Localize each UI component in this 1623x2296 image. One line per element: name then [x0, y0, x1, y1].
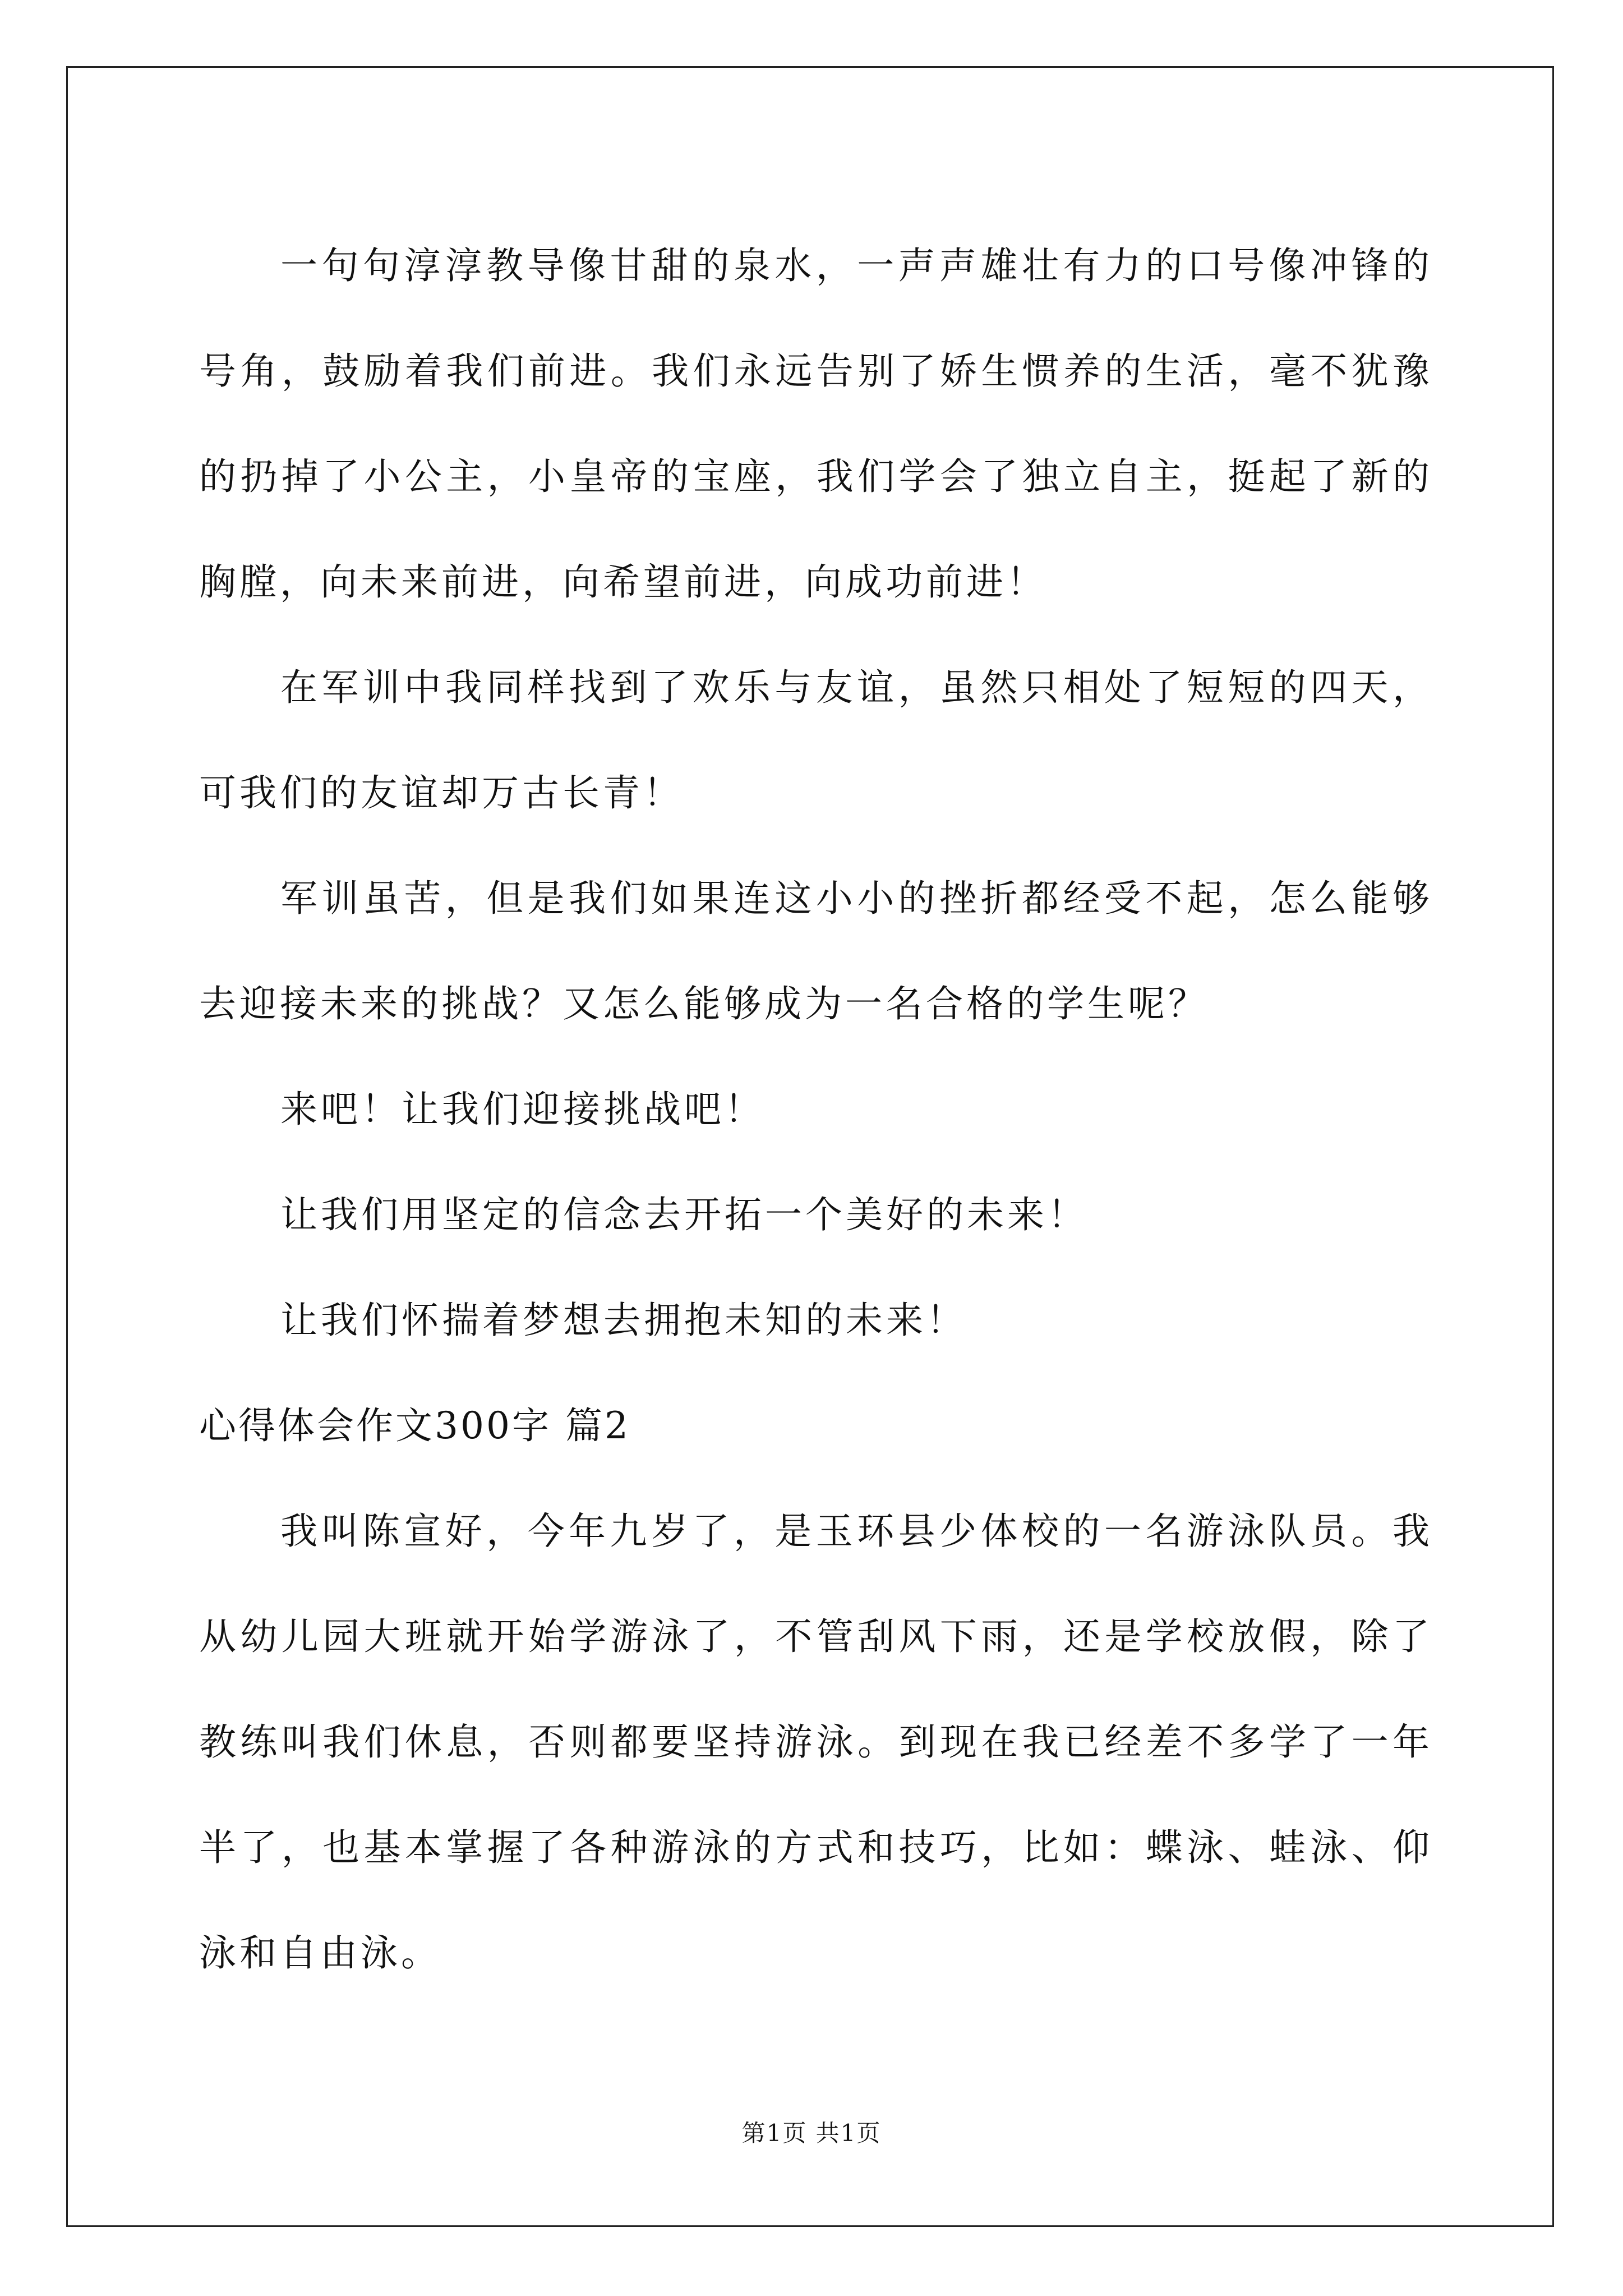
paragraph-6: 让我们怀揣着梦想去拥抱未知的未来！ — [280, 1299, 967, 1342]
paragraph-3: 军训虽苦，但是我们如果连这小小的挫折都经受不起，怎么能够去迎接未来的挑战？又怎么能够成为一名合格的学生呢？ — [199, 877, 1433, 1025]
paragraph-1: 一句句淳淳教导像甘甜的泉水，一声声雄壮有力的口号像冲锋的号角，鼓励着我们前进。我们永远告别了娇生惯养的生活，毫不犹豫的扔掉了小公主，小皇帝的宝座，我们学会了独立自主，挺起了新的胸膛，向未来前进，向希望前进，向成功前进！ — [199, 244, 1433, 604]
page-footer: 第1页 共1页 — [741, 2119, 882, 2147]
document-body — [199, 213, 1433, 2006]
section-heading: 心得体会作文300字 篇2 — [199, 1404, 630, 1447]
paragraph-5: 让我们用坚定的信念去开拓一个美好的未来！ — [280, 1193, 1088, 1236]
paragraph-4: 来吧！让我们迎接挑战吧！ — [280, 1088, 765, 1131]
paragraph-2: 在军训中我同样找到了欢乐与友谊，虽然只相处了短短的四天，可我们的友谊却万古长青！ — [199, 666, 1433, 815]
paragraph-7: 我叫陈宣好，今年九岁了，是玉环县少体校的一名游泳队员。我从幼儿园大班就开始学游泳了，不管刮风下雨，还是学校放假，除了教练叫我们休息，否则都要坚持游泳。到现在我已经差不多学了一年半了，也基本掌握了各种游泳的方式和技巧，比如：蝶泳、蛙泳、仰泳和自由泳。 — [199, 1510, 1433, 1975]
